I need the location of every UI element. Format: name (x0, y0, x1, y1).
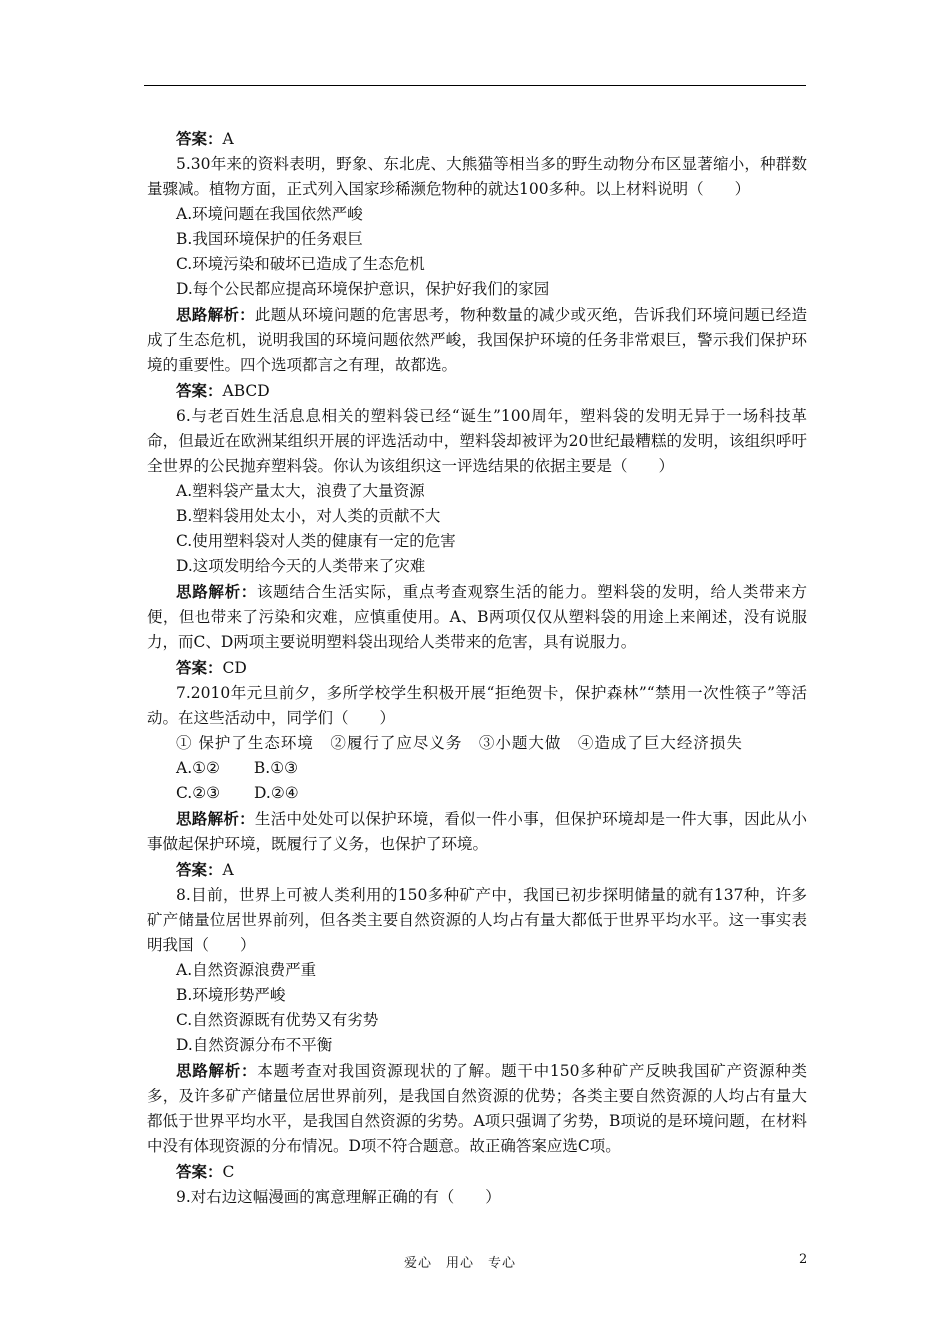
q7-stem: 7.2010年元旦前夕，多所学校学生积极开展“拒绝贺卡，保护森林”“禁用一次性筷子”等活动。在这些活动中，同学们（ ） (147, 684, 807, 727)
q5-option-b: B.我国环境保护的任务艰巨 (176, 230, 363, 248)
q6-stem: 6.与老百姓生活息息相关的塑料袋已经“诞生”100周年，塑料袋的发明无异于一场科技革命，但最近在欧洲某组织开展的评选活动中，塑料袋却被评为20世纪最糟糕的发明，该组织呼吁全世界的公民抛弃塑料袋。你认为该组织这一评选结果的依据主要是（ ） (147, 407, 807, 475)
answer-label: 答案： (176, 658, 223, 677)
q6-answer (147, 655, 807, 681)
q7-answer (147, 857, 807, 883)
analysis-text: 该题结合生活实际，重点考查观察生活的能力。塑料袋的发明，给人类带来方便，但也带来了污染和灾难，应慎重使用。A、B两项仅仅从塑料袋的用途上来阐述，没有说服力，而C、D两项主要说明塑料袋出现给人类带来的危害，具有说服力。 (147, 583, 807, 651)
q5-analysis (147, 302, 807, 378)
q5-option-d: D.每个公民都应提高环境保护意识，保护好我们的家园 (176, 280, 550, 298)
header-rule (144, 85, 806, 86)
q7-analysis (147, 806, 807, 857)
answer-label: 答案： (176, 860, 223, 879)
q5-option-c: C.环境污染和破坏已造成了生态危机 (176, 255, 425, 273)
analysis-label: 思路解析： (176, 305, 255, 324)
q7-option-d: D.②④ (254, 784, 299, 802)
answer-value: ABCD (222, 382, 270, 400)
q5-stem: 5.30年来的资料表明，野象、东北虎、大熊猫等相当多的野生动物分布区显著缩小，种群数量骤减。植物方面，正式列入国家珍稀濒危物种的就达100多种。以上材料说明（ ） (147, 155, 807, 198)
answer-value: C (222, 1163, 235, 1181)
q4-answer (147, 126, 807, 152)
q8-option-b: B.环境形势严峻 (176, 986, 286, 1004)
document-body (147, 126, 807, 1210)
answer-value: CD (222, 659, 247, 677)
analysis-label: 思路解析： (176, 1061, 258, 1080)
q8-analysis (147, 1058, 807, 1159)
q6-option-c: C.使用塑料袋对人类的健康有一定的危害 (176, 532, 456, 550)
q7-items: ① 保护了生态环境 ②履行了应尽义务 ③小题大做 ④造成了巨大经济损失 (176, 734, 743, 752)
analysis-text: 生活中处处可以保护环境，看似一件小事，但保护环境却是一件大事，因此从小事做起保护环境，既履行了义务，也保护了环境。 (147, 810, 807, 853)
footer-motto: 爱心 用心 专心 (404, 1256, 517, 1271)
q6-option-b: B.塑料袋用处太小，对人类的贡献不大 (176, 507, 441, 525)
q9-stem: 9.对右边这幅漫画的寓意理解正确的有（ ） (176, 1188, 501, 1206)
q8-stem: 8.目前，世界上可被人类利用的150多种矿产中，我国已初步探明储量的就有137种，许多矿产储量位居世界前列，但各类主要自然资源的人均占有量大都低于世界平均水平。这一事实表明我国（ ） (147, 886, 807, 954)
q8-answer (147, 1159, 807, 1185)
answer-label: 答案： (176, 381, 223, 400)
analysis-label: 思路解析： (176, 582, 257, 601)
analysis-label: 思路解析： (176, 809, 255, 828)
q7-options-row-1 (147, 756, 807, 781)
q7-option-a: A.①② (176, 759, 220, 777)
answer-label: 答案： (176, 129, 223, 148)
analysis-text: 本题考查对我国资源现状的了解。题干中150多种矿产反映我国矿产资源种类多，及许多矿产储量位居世界前列，是我国自然资源的优势；各类主要自然资源的人均占有量大都低于世界平均水平，是我国自然资源的劣势。A项只强调了劣势，B项说的是环境问题，在材料中没有体现资源的分布情况。D项不符合题意。故正确答案应选C项。 (147, 1062, 807, 1155)
q7-option-b: B.①③ (253, 759, 299, 777)
answer-label: 答案： (176, 1162, 223, 1181)
q8-option-d: D.自然资源分布不平衡 (176, 1036, 333, 1054)
answer-value: A (222, 861, 234, 879)
q8-option-c: C.自然资源既有优势又有劣势 (176, 1011, 379, 1029)
answer-value: A (222, 130, 234, 148)
q6-option-d: D.这项发明给今天的人类带来了灾难 (176, 557, 426, 575)
q6-option-a: A.塑料袋产量太大，浪费了大量资源 (176, 482, 425, 500)
analysis-text: 此题从环境问题的危害思考，物种数量的减少或灭绝，告诉我们环境问题已经造成了生态危机，说明我国的环境问题依然严峻，我国保护环境的任务非常艰巨，警示我们保护环境的重要性。四个选项都言之有理，故都选。 (147, 306, 807, 374)
q7-options-row-2 (147, 781, 807, 806)
q8-option-a: A.自然资源浪费严重 (176, 961, 317, 979)
q5-answer (147, 378, 807, 404)
page-number: 2 (799, 1252, 808, 1267)
q7-option-c: C.②③ (176, 784, 221, 802)
q6-analysis (147, 579, 807, 655)
q5-option-a: A.环境问题在我国依然严峻 (176, 205, 363, 223)
